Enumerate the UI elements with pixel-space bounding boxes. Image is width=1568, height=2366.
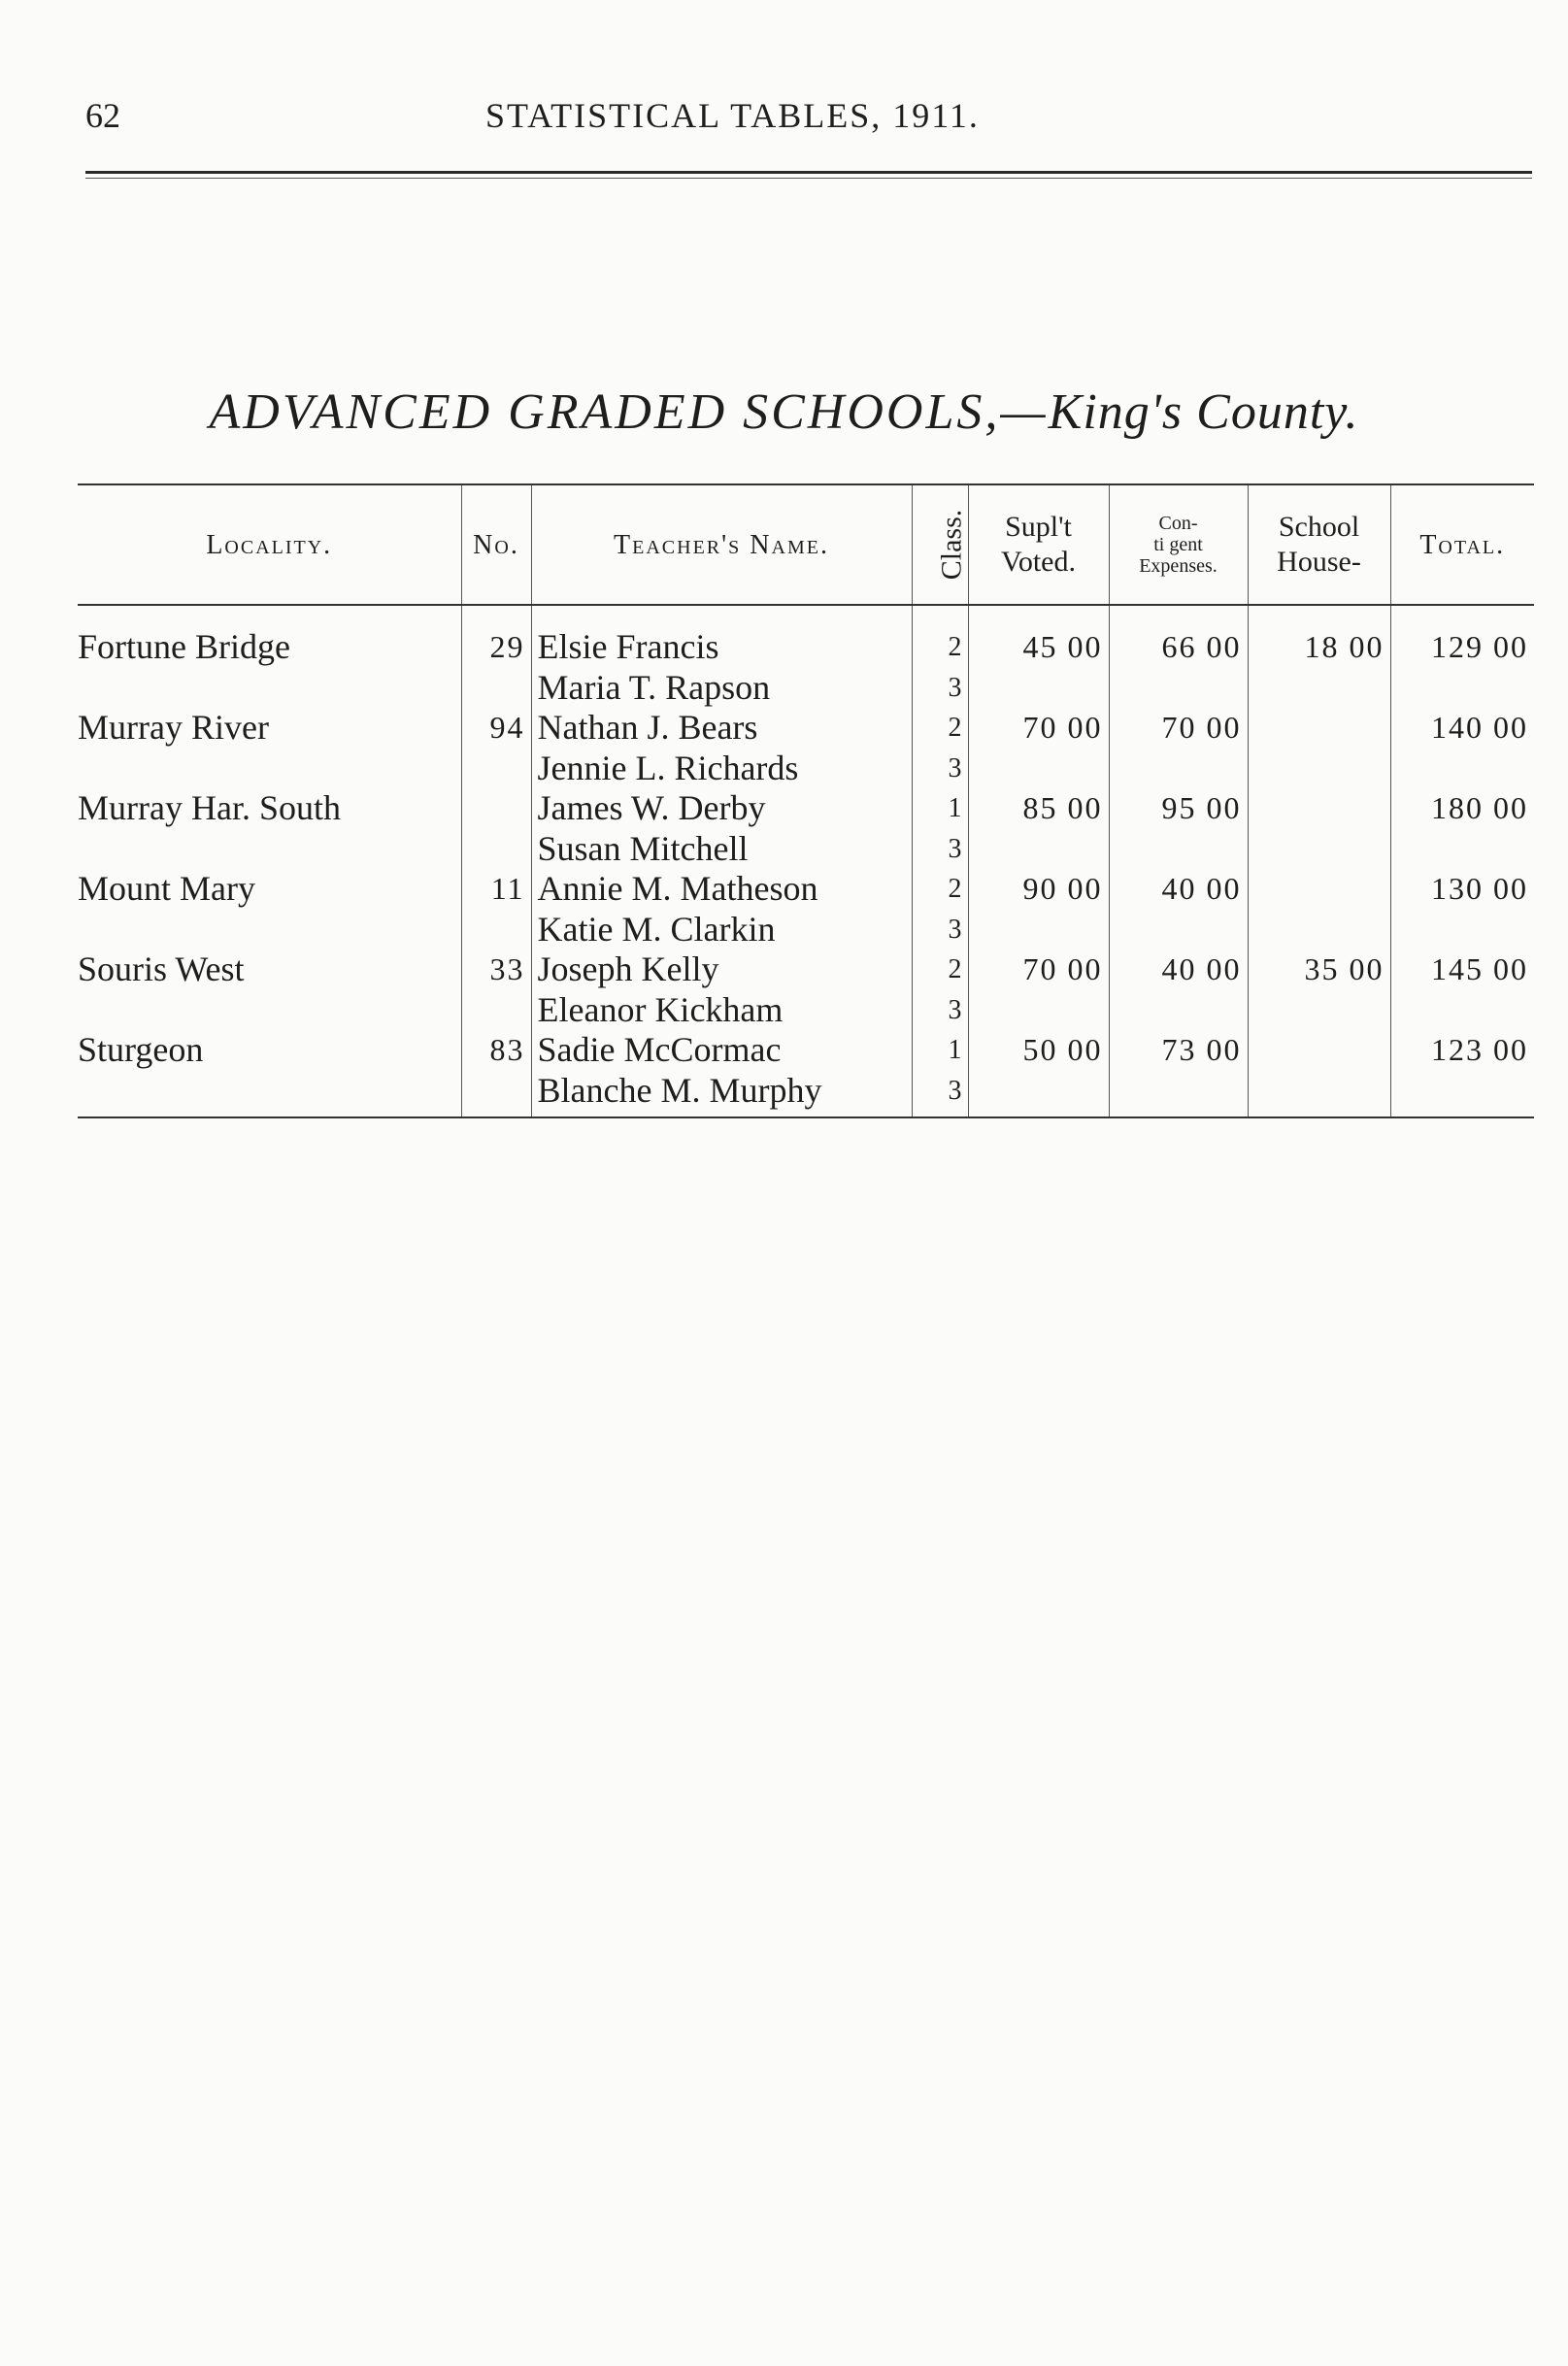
table-row — [78, 605, 1534, 668]
cell-class: 2 — [912, 708, 968, 749]
cell-suplt-voted — [968, 749, 1109, 789]
table-row — [78, 829, 1534, 870]
cell-no: 11 — [461, 869, 531, 910]
cell-suplt-voted — [968, 990, 1109, 1031]
cell-teacher: James W. Derby — [531, 788, 912, 829]
column-header-no: No. — [461, 484, 531, 605]
schools-table — [78, 483, 1534, 1118]
cell-class: 3 — [912, 749, 968, 789]
cell-no — [461, 990, 531, 1031]
cell-school-house — [1248, 708, 1390, 749]
cell-contingent — [1109, 668, 1248, 709]
table-body — [78, 605, 1534, 1117]
cell-suplt-voted — [968, 668, 1109, 709]
cell-class: 1 — [912, 1030, 968, 1071]
column-header-locality: Locality. — [78, 484, 461, 605]
cell-teacher: Maria T. Rapson — [531, 668, 912, 709]
cell-teacher: Nathan J. Bears — [531, 708, 912, 749]
section-title — [0, 383, 1568, 441]
cell-suplt-voted: 90 00 — [968, 869, 1109, 910]
cell-teacher: Sadie McCormac — [531, 1030, 912, 1071]
table-row — [78, 910, 1534, 950]
cell-class: 3 — [912, 1071, 968, 1118]
cell-suplt-voted — [968, 910, 1109, 950]
running-title: STATISTICAL TABLES, 1911. — [485, 96, 980, 135]
cell-class: 1 — [912, 788, 968, 829]
cell-contingent: 73 00 — [1109, 1030, 1248, 1071]
cell-school-house — [1248, 668, 1390, 709]
cell-class: 2 — [912, 605, 968, 668]
cell-teacher: Susan Mitchell — [531, 829, 912, 870]
table-row — [78, 788, 1534, 829]
cell-suplt-voted — [968, 1071, 1109, 1118]
table-header — [78, 484, 1534, 605]
cell-school-house — [1248, 1030, 1390, 1071]
table-row — [78, 668, 1534, 709]
section-title-county: King's County. — [1048, 384, 1359, 440]
cell-total: 129 00 — [1390, 605, 1534, 668]
cell-contingent — [1109, 910, 1248, 950]
cell-total: 180 00 — [1390, 788, 1534, 829]
cell-total — [1390, 910, 1534, 950]
cell-no — [461, 910, 531, 950]
cell-contingent: 95 00 — [1109, 788, 1248, 829]
cell-no: 83 — [461, 1030, 531, 1071]
cell-total: 130 00 — [1390, 869, 1534, 910]
cell-suplt-voted: 45 00 — [968, 605, 1109, 668]
cell-class: 2 — [912, 950, 968, 990]
cell-contingent — [1109, 749, 1248, 789]
cell-school-house: 18 00 — [1248, 605, 1390, 668]
cell-school-house — [1248, 990, 1390, 1031]
cell-teacher: Katie M. Clarkin — [531, 910, 912, 950]
cell-locality — [78, 749, 461, 789]
column-header-class: Class. — [912, 484, 968, 605]
cell-school-house: 35 00 — [1248, 950, 1390, 990]
cell-school-house — [1248, 749, 1390, 789]
cell-total — [1390, 668, 1534, 709]
column-header-contingent-expenses: Con- ti gent Expenses. — [1109, 484, 1248, 605]
cell-suplt-voted: 50 00 — [968, 1030, 1109, 1071]
column-header-teacher: Teacher's Name. — [531, 484, 912, 605]
cell-total: 145 00 — [1390, 950, 1534, 990]
cell-contingent: 40 00 — [1109, 950, 1248, 990]
cell-no: 94 — [461, 708, 531, 749]
cell-teacher: Jennie L. Richards — [531, 749, 912, 789]
cell-class: 3 — [912, 668, 968, 709]
cell-total: 140 00 — [1390, 708, 1534, 749]
cell-contingent — [1109, 829, 1248, 870]
schools-table-wrapper — [78, 483, 1534, 1118]
table-row — [78, 1030, 1534, 1071]
cell-contingent: 66 00 — [1109, 605, 1248, 668]
cell-no: 29 — [461, 605, 531, 668]
table-row — [78, 1071, 1534, 1118]
cell-no — [461, 829, 531, 870]
cell-no — [461, 788, 531, 829]
cell-school-house — [1248, 829, 1390, 870]
cell-locality: Murray Har. South — [78, 788, 341, 827]
cell-locality: Fortune Bridge — [78, 627, 290, 666]
cell-school-house — [1248, 910, 1390, 950]
header-rule — [85, 171, 1532, 179]
cell-teacher: Eleanor Kickham — [531, 990, 912, 1031]
cell-class: 2 — [912, 869, 968, 910]
cell-suplt-voted — [968, 829, 1109, 870]
cell-teacher: Elsie Francis — [531, 605, 912, 668]
cell-school-house — [1248, 1071, 1390, 1118]
column-header-total: Total. — [1390, 484, 1534, 605]
cell-contingent — [1109, 1071, 1248, 1118]
cell-teacher: Blanche M. Murphy — [531, 1071, 912, 1118]
table-row — [78, 950, 1534, 990]
table-row — [78, 749, 1534, 789]
cell-total: 123 00 — [1390, 1030, 1534, 1071]
cell-teacher: Joseph Kelly — [531, 950, 912, 990]
page-number: 62 — [85, 96, 120, 135]
cell-total — [1390, 1071, 1534, 1118]
cell-suplt-voted: 70 00 — [968, 950, 1109, 990]
cell-total — [1390, 829, 1534, 870]
cell-no — [461, 668, 531, 709]
cell-locality — [78, 1071, 461, 1118]
cell-contingent — [1109, 990, 1248, 1031]
cell-locality: Murray River — [78, 708, 269, 747]
cell-total — [1390, 990, 1534, 1031]
cell-locality: Sturgeon — [78, 1030, 204, 1069]
column-header-school-house: School House- — [1248, 484, 1390, 605]
cell-teacher: Annie M. Matheson — [531, 869, 912, 910]
cell-locality — [78, 668, 461, 709]
section-title-main: ADVANCED GRADED SCHOOLS,— — [209, 384, 1049, 440]
table-row — [78, 990, 1534, 1031]
cell-total — [1390, 749, 1534, 789]
cell-no — [461, 749, 531, 789]
table-row — [78, 869, 1534, 910]
table-row — [78, 708, 1534, 749]
cell-school-house — [1248, 869, 1390, 910]
cell-locality — [78, 910, 461, 950]
cell-locality: Souris West — [78, 950, 245, 988]
cell-no: 33 — [461, 950, 531, 990]
cell-suplt-voted: 85 00 — [968, 788, 1109, 829]
cell-contingent: 70 00 — [1109, 708, 1248, 749]
cell-locality — [78, 829, 461, 870]
cell-locality — [78, 990, 461, 1031]
cell-class: 3 — [912, 829, 968, 870]
cell-no — [461, 1071, 531, 1118]
cell-class: 3 — [912, 910, 968, 950]
cell-school-house — [1248, 788, 1390, 829]
cell-contingent: 40 00 — [1109, 869, 1248, 910]
column-header-suplt-voted: Supl't Voted. — [968, 484, 1109, 605]
cell-class: 3 — [912, 990, 968, 1031]
cell-suplt-voted: 70 00 — [968, 708, 1109, 749]
cell-locality: Mount Mary — [78, 869, 255, 908]
